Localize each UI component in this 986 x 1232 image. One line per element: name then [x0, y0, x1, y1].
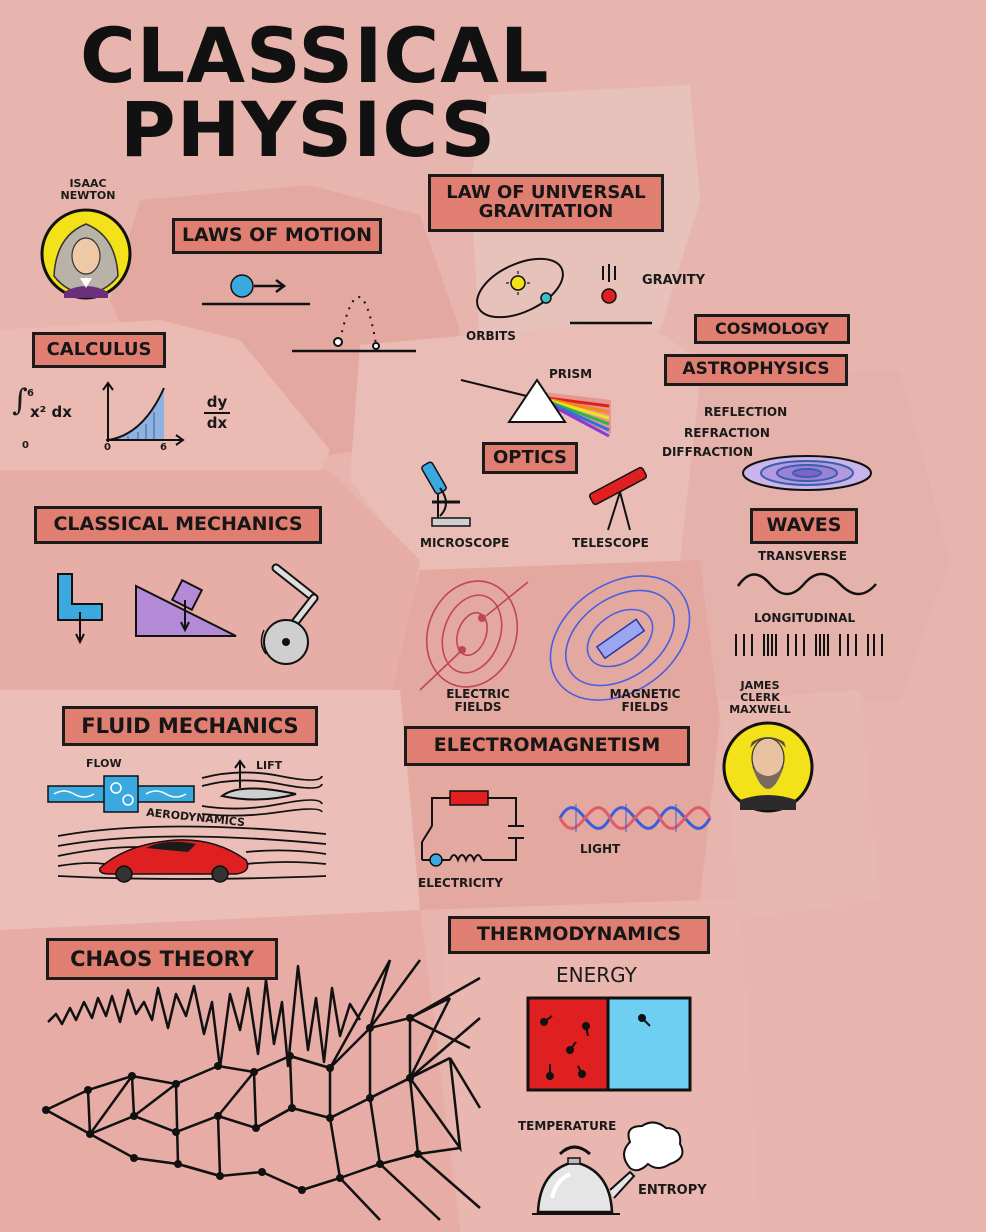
- longitudinal-wave: [734, 632, 886, 658]
- lift-label: LIFT: [256, 759, 283, 772]
- gravitation-label-line2: GRAVITATION: [478, 201, 614, 222]
- waves-label: WAVES: [750, 508, 858, 544]
- temperature-label: TEMPERATURE: [518, 1119, 617, 1133]
- derivative-top: dy: [206, 393, 228, 411]
- orbit-illustration: [470, 250, 670, 330]
- axis-start: 0: [104, 442, 111, 453]
- newton-name-line1: ISAAC: [69, 177, 107, 190]
- entropy-label: ENTROPY: [638, 1183, 707, 1198]
- maxwell-name-line3: MAXWELL: [729, 703, 791, 717]
- newton-portrait: [36, 206, 136, 302]
- galaxy-icon: [740, 452, 875, 494]
- refraction-label: REFRACTION: [684, 426, 770, 440]
- derivative-bottom: dx: [206, 413, 228, 432]
- derivative: [200, 394, 234, 431]
- astrophysics-label: ASTROPHYSICS: [664, 354, 848, 386]
- gravitation-label-line1: LAW OF UNIVERSAL: [446, 182, 646, 204]
- kettle-illustration: [530, 1118, 690, 1224]
- magnetic-fields-label: [598, 688, 692, 714]
- page-title-line1: CLASSICAL: [80, 11, 550, 100]
- newton-name: [48, 178, 128, 202]
- aerodynamics-illustration: [56, 822, 326, 884]
- electric-fields-line1: ELECTRIC: [446, 687, 510, 701]
- classical-mechanics-label: CLASSICAL MECHANICS: [34, 506, 322, 544]
- energy-label: ENERGY: [556, 963, 637, 987]
- aerodynamics-label: AERODYNAMICS: [145, 805, 246, 830]
- energy-boxes: [526, 996, 694, 1094]
- orbits-label: ORBITS: [466, 329, 516, 343]
- diffraction-label: DIFFRACTION: [662, 445, 754, 459]
- telescope-label: TELESCOPE: [572, 536, 649, 550]
- chaos-theory-label: CHAOS THEORY: [46, 938, 278, 980]
- prism-label: PRISM: [549, 367, 593, 381]
- thermodynamics-label: THERMODYNAMICS: [448, 916, 710, 954]
- light-label: LIGHT: [580, 842, 621, 856]
- mechanics-illustration: [52, 562, 327, 662]
- motion-illustration: [200, 272, 430, 362]
- electromagnetism-label: ELECTROMAGNETISM: [404, 726, 690, 766]
- transverse-wave: [736, 562, 881, 606]
- cosmology-label: COSMOLOGY: [694, 314, 850, 344]
- integral-lower: 0: [22, 440, 29, 451]
- magnetic-fields-line1: MAGNETIC: [609, 687, 681, 701]
- maxwell-name-line2: CLERK: [740, 691, 780, 705]
- newton-name-line2: NEWTON: [60, 189, 116, 203]
- chaos-illustration: [40, 958, 490, 1228]
- calculus-graph: [98, 380, 188, 454]
- microscope-label: MICROSCOPE: [420, 536, 510, 550]
- integrand: x² dx: [30, 403, 72, 421]
- fields-illustration: [410, 580, 700, 690]
- transverse-label: TRANSVERSE: [758, 549, 847, 563]
- fluid-mechanics-label: FLUID MECHANICS: [62, 706, 318, 746]
- circuit-illustration: [412, 786, 532, 870]
- magnetic-fields-line2: FIELDS: [621, 700, 669, 715]
- electricity-label: ELECTRICITY: [418, 876, 503, 890]
- calculus-label: CALCULUS: [32, 332, 166, 368]
- telescope-icon: [582, 458, 652, 534]
- maxwell-portrait: [720, 720, 816, 814]
- electric-fields-label: [446, 688, 510, 714]
- lift-illustration: [200, 758, 324, 818]
- integral-sign: ∫: [12, 383, 28, 418]
- microscope-icon: [418, 458, 478, 534]
- maxwell-name-line1: JAMES: [740, 679, 780, 692]
- page-title-line2: PHYSICS: [120, 85, 497, 174]
- axis-end: 6: [160, 442, 167, 453]
- laws-of-motion-label: LAWS OF MOTION: [172, 218, 382, 254]
- gravitation-label: [428, 174, 664, 232]
- longitudinal-label: LONGITUDINAL: [754, 611, 856, 625]
- flow-label: FLOW: [86, 757, 122, 770]
- reflection-label: REFLECTION: [704, 405, 788, 419]
- electric-fields-line2: FIELDS: [454, 700, 502, 715]
- maxwell-name: [728, 680, 792, 716]
- integral-upper: 6: [27, 388, 34, 399]
- gravity-label: GRAVITY: [642, 273, 706, 288]
- optics-label: OPTICS: [482, 442, 578, 474]
